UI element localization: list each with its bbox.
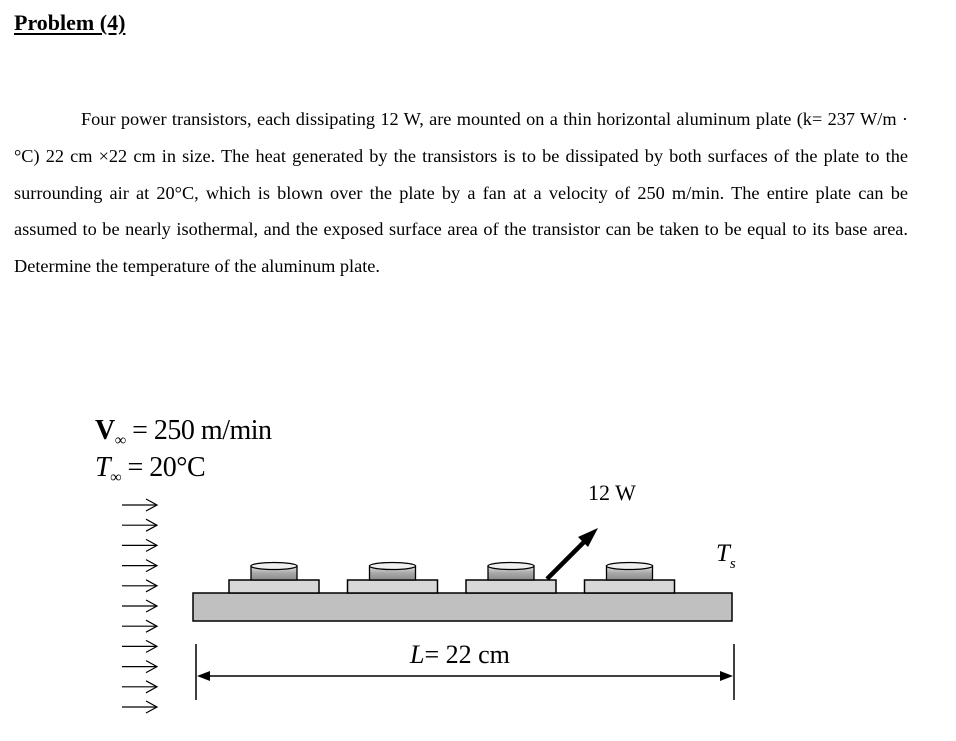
- heat-transfer-figure: [0, 400, 956, 741]
- transistor: [348, 563, 438, 594]
- air-arrow: [122, 640, 157, 652]
- transistor: [229, 563, 319, 594]
- heat-arrow: [547, 528, 598, 579]
- temperature-label: $T_\infty = 20^\circ C$: [95, 452, 206, 486]
- air-arrow: [122, 701, 157, 713]
- air-arrow: [122, 539, 157, 551]
- air-arrow: [122, 580, 157, 592]
- air-arrow: [122, 620, 157, 632]
- air-arrow: [122, 661, 157, 673]
- air-arrow: [122, 519, 157, 531]
- air-arrow: [122, 499, 157, 511]
- air-arrow: [122, 600, 157, 612]
- transistors-group: [229, 563, 675, 594]
- problem-statement: Four power transistors, each dissipating 12 W, are mounted on a thin horizontal aluminum plate (k= 237 W/m · °C) 22 cm ×22 cm in size. The heat generated by the transistors is to be dissipated by both surfaces of the plate to the surrounding air at 20°C, which is blown over the plate by a fan at a velocity of 250 m/min. The entire plate can be assumed to be nearly isothermal, and the exposed surface area of the transistor can be taken to be equal to its base area. Determine the temperature of the aluminum plate.: [14, 109, 908, 277]
- transistor: [585, 563, 675, 594]
- velocity-label: $V_\infty = 250$ m/min: [95, 415, 272, 449]
- air-arrow: [122, 560, 157, 572]
- air-flow-arrows: [122, 499, 157, 713]
- transistor: [466, 563, 556, 594]
- aluminum-plate: [193, 593, 732, 621]
- surface-temperature-label: $T_s$: [716, 540, 736, 572]
- length-label: L= 22 cm: [410, 640, 510, 669]
- air-arrow: [122, 681, 157, 693]
- power-label: 12 W: [588, 480, 636, 505]
- problem-title: Problem (4): [14, 10, 126, 35]
